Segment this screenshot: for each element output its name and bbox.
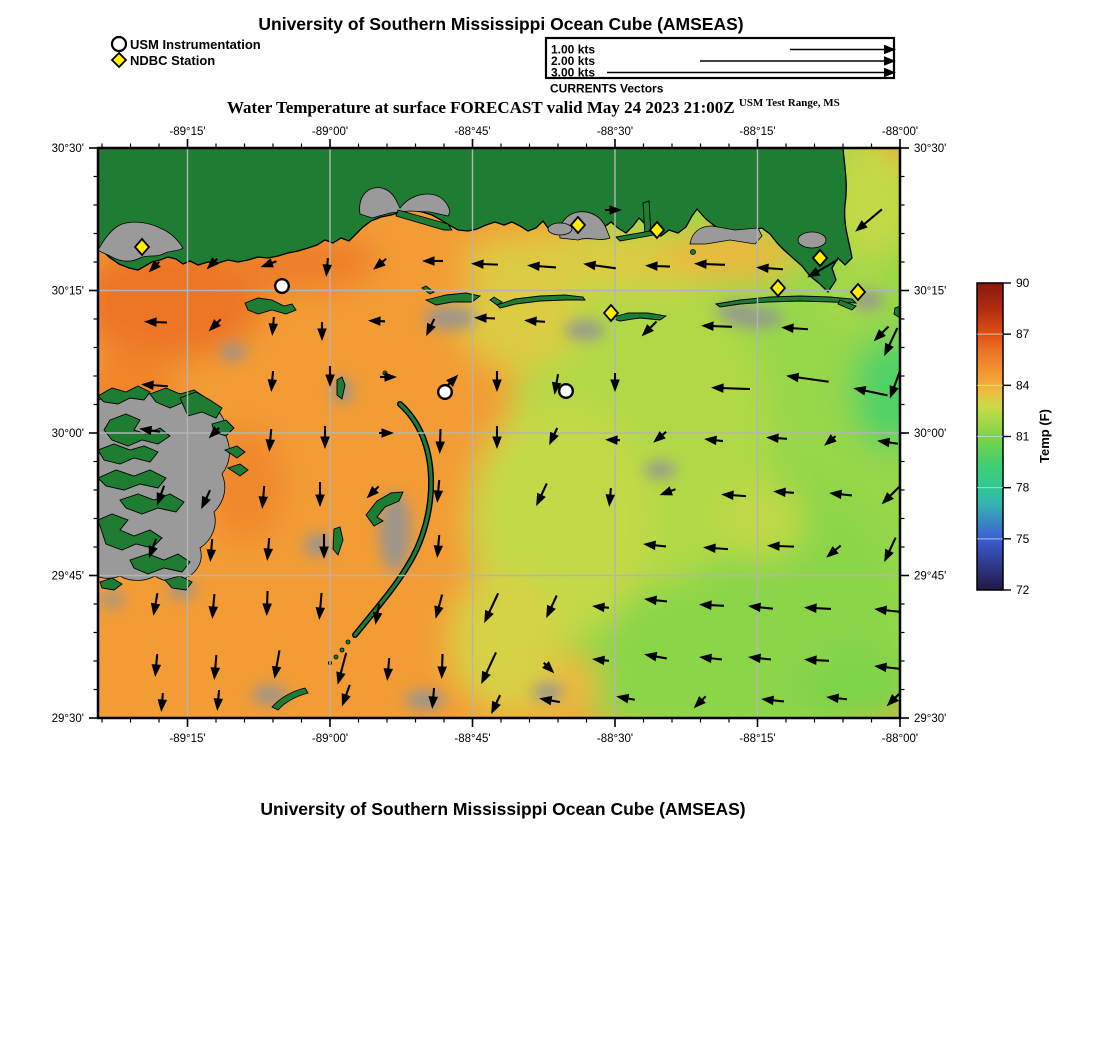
colorbar-tick-label: 75 (1016, 531, 1030, 546)
gray-patch (100, 592, 124, 608)
y-tick-label-left: 29°30' (51, 713, 84, 725)
gray-patch (304, 533, 332, 557)
currents-scale-box (546, 38, 896, 80)
marsh-gray (798, 232, 826, 248)
forecast-subtitle-superscript: USM Test Range, MS (738, 97, 840, 109)
islet (340, 648, 344, 652)
gray-patch (405, 690, 445, 710)
gray-patch (644, 461, 676, 479)
islet (346, 640, 350, 644)
forecast-subtitle (227, 97, 840, 117)
colorbar-tick-label: 72 (1016, 583, 1030, 597)
currents-caption: CURRENTS Vectors (550, 81, 664, 96)
x-tick-label-bottom: -89°15' (169, 733, 206, 745)
x-tick-label-bottom: -88°30' (596, 733, 634, 745)
usm-instrumentation-icon (112, 37, 126, 51)
footer-title: University of Southern Mississippi Ocean Cube (AMSEAS) (260, 799, 746, 819)
colorbar-tick-label: 87 (1016, 327, 1030, 342)
map-clipped-area (68, 110, 1020, 750)
y-tick-label-right: 30°30' (914, 143, 947, 155)
x-tick-label-top: -88°15' (739, 126, 776, 138)
y-tick-label-right: 29°45' (914, 570, 947, 583)
islet (334, 655, 338, 659)
ndbc-legend-label: NDBC Station (130, 53, 216, 68)
usm-station-marker (438, 385, 452, 399)
gray-patch (565, 320, 605, 340)
colorbar (977, 276, 1030, 597)
x-tick-label-bottom: -88°45' (454, 733, 491, 745)
islet (691, 250, 696, 255)
gray-patch (220, 343, 246, 361)
ndbc-station-icon (112, 53, 126, 67)
x-tick-label-top: -88°30' (596, 126, 634, 138)
page-title: University of Southern Mississippi Ocean Cube (AMSEAS) (258, 14, 744, 34)
colorbar-label: Temp (F) (1037, 409, 1052, 463)
x-tick-label-bottom: -89°00' (311, 733, 349, 745)
y-tick-label-right: 30°00' (914, 428, 947, 440)
currents-speed-label: 2.00 kts (551, 54, 596, 68)
vector-tail (720, 388, 750, 389)
colorbar-tick-label: 81 (1016, 429, 1030, 444)
y-tick-label-right: 30°15' (914, 285, 947, 298)
currents-speed-label: 1.00 kts (551, 42, 596, 57)
x-tick-label-bottom: -88°00' (881, 733, 919, 745)
y-tick-label-left: 30°30' (51, 143, 84, 155)
colorbar-tick-label: 90 (1016, 276, 1030, 290)
map-layers (52, 110, 1030, 750)
forecast-subtitle-main: Water Temperature at surface FORECAST valid May 24 2023 21:00Z (227, 98, 735, 117)
x-tick-label-top: -88°45' (454, 126, 491, 138)
colorbar-tick-label: 84 (1016, 378, 1030, 393)
y-tick-label-right: 29°30' (914, 713, 947, 725)
usm-station-marker (275, 279, 289, 293)
x-tick-label-bottom: -88°15' (739, 733, 776, 745)
x-tick-label-top: -89°15' (169, 126, 206, 138)
usm-station-marker (559, 384, 573, 398)
x-tick-label-top: -88°00' (881, 126, 919, 138)
y-tick-label-left: 30°00' (51, 428, 84, 440)
y-tick-label-left: 30°15' (51, 285, 84, 298)
x-tick-label-top: -89°00' (311, 126, 349, 138)
marker-legend (112, 37, 261, 68)
usm-legend-label: USM Instrumentation (130, 37, 261, 52)
currents-speed-label: 3.00 kts (551, 65, 596, 80)
colorbar-tick-label: 78 (1016, 480, 1030, 495)
marsh-gray (548, 223, 572, 235)
y-tick-label-left: 29°45' (51, 570, 84, 583)
